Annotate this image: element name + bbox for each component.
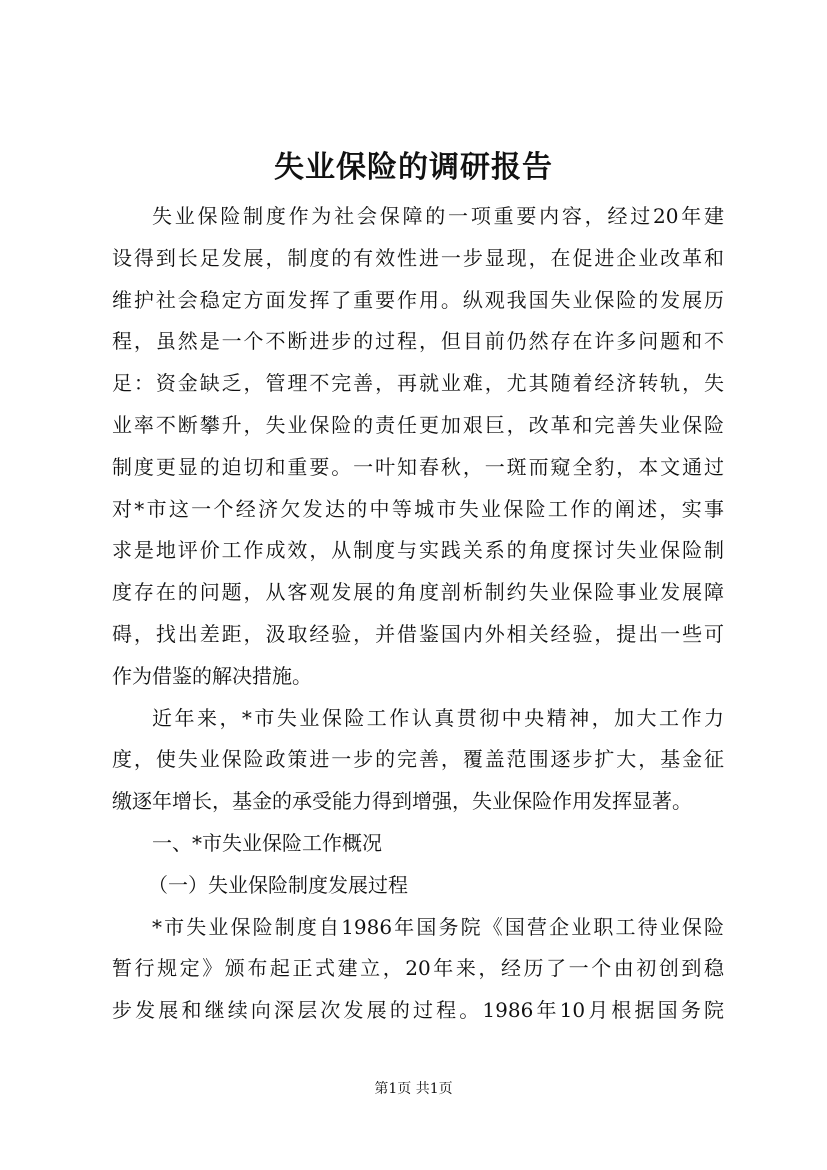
paragraph-line: 度存在的问题，从客观发展的角度剖析制约失业保险事业发展障 bbox=[112, 580, 724, 605]
page-footer: 第1页 共1页 bbox=[374, 1081, 453, 1097]
paragraph-line: 失业保险制度作为社会保障的一项重要内容，经过20年建 bbox=[152, 204, 724, 228]
paragraph-line: 碍，找出差距，汲取经验，并借鉴国内外相关经验，提出一些可 bbox=[112, 621, 724, 646]
paragraph-line: 作为借鉴的解决措施。 bbox=[112, 663, 312, 688]
section-heading: 一、*市失业保险工作概况 bbox=[152, 830, 382, 855]
paragraph-line: 维护社会稳定方面发挥了重要作用。纵观我国失业保险的发展历 bbox=[112, 287, 724, 312]
paragraph-line: 制度更显的迫切和重要。一叶知春秋，一斑而窥全豹，本文通过 bbox=[112, 454, 724, 479]
paragraph-line: 业率不断攀升，失业保险的责任更加艰巨，改革和完善失业保险 bbox=[112, 412, 724, 437]
paragraph-line: *市失业保险制度自1986年国务院《国营企业职工待业保险 bbox=[152, 914, 724, 939]
paragraph-line: 暂行规定》颁布起正式建立，20年来，经历了一个由初创到稳 bbox=[112, 956, 724, 981]
paragraph-line: 足：资金缺乏，管理不完善，再就业难，尤其随着经济转轨，失 bbox=[112, 371, 724, 396]
paragraph-line: 步发展和继续向深层次发展的过程。1986年10月根据国务院 bbox=[112, 998, 724, 1023]
paragraph-line: 求是地评价工作成效，从制度与实践关系的角度探讨失业保险制 bbox=[112, 538, 724, 563]
paragraph-line: 缴逐年增长，基金的承受能力得到增强，失业保险作用发挥显著。 bbox=[112, 789, 692, 814]
paragraph-line: 近年来，*市失业保险工作认真贯彻中央精神，加大工作力 bbox=[152, 705, 724, 730]
document-title: 失业保险的调研报告 bbox=[274, 150, 553, 185]
paragraph-line: 对*市这一个经济欠发达的中等城市失业保险工作的阐述，实事 bbox=[112, 496, 724, 521]
paragraph-line: 程，虽然是一个不断进步的过程，但目前仍然存在许多问题和不 bbox=[112, 329, 724, 354]
paragraph-line: 设得到长足发展，制度的有效性进一步显现，在促进企业改革和 bbox=[112, 245, 724, 270]
paragraph-line: 度，使失业保险政策进一步的完善，覆盖范围逐步扩大，基金征 bbox=[112, 747, 724, 772]
subsection-heading: （一）失业保险制度发展过程 bbox=[148, 872, 408, 897]
document-body bbox=[112, 196, 724, 1032]
